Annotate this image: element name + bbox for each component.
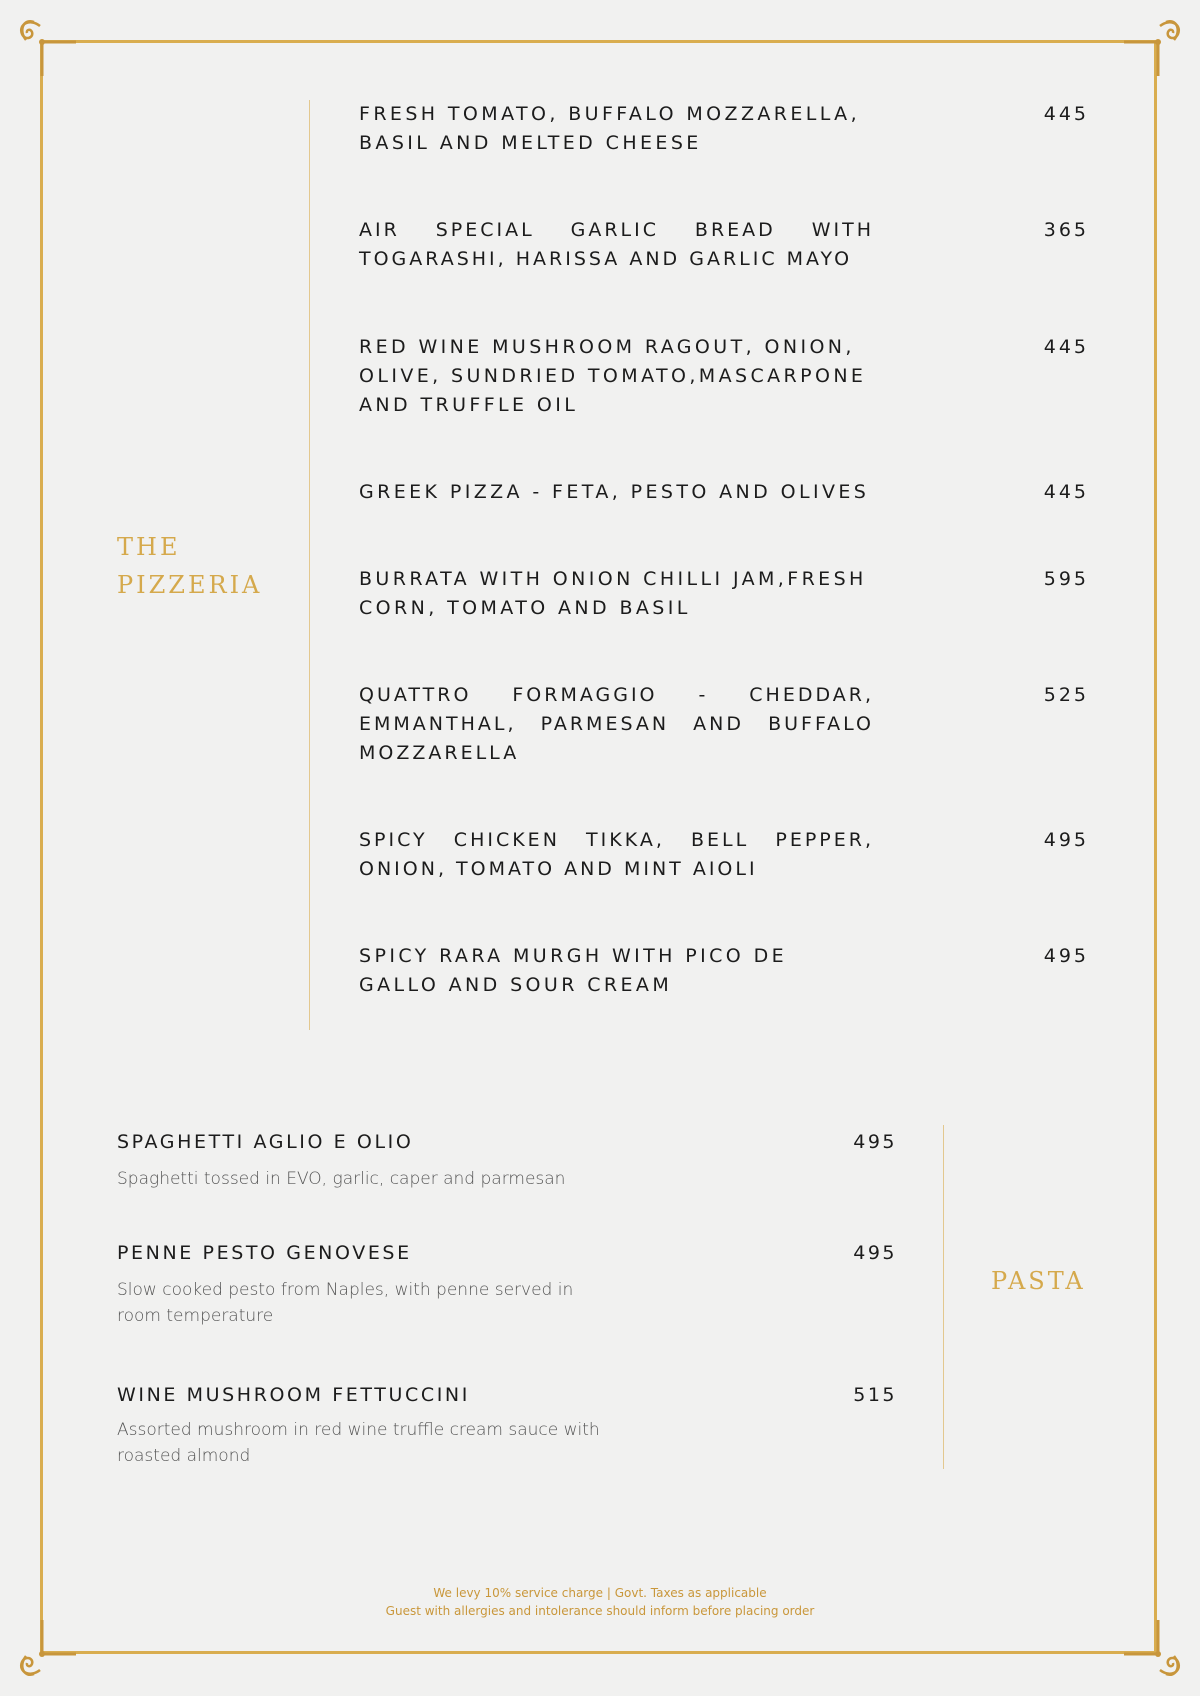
menu-item-price: 445: [1043, 336, 1089, 358]
pizzeria-title-line1: THE: [117, 533, 181, 561]
corner-flourish-icon: [16, 16, 86, 86]
menu-item-price: 365: [1043, 219, 1089, 241]
menu-item-name: WINE MUSHROOM FETTUCCINI: [117, 1384, 470, 1406]
menu-item-name: SPICY CHICKEN TIKKA, BELL PEPPER, ONION, TOMATO AND MINT AIOLI: [359, 829, 874, 880]
menu-item-price: 495: [1043, 829, 1089, 851]
menu-item-price: 445: [1043, 481, 1089, 503]
menu-item-description: Slow cooked pesto from Naples, with penne served in room temperature: [117, 1280, 574, 1326]
footer-service-note: We levy 10% service charge | Govt. Taxes as applicable: [433, 1586, 767, 1600]
menu-item-name: SPAGHETTI AGLIO E OLIO: [117, 1131, 414, 1153]
menu-item-name: GREEK PIZZA - FETA, PESTO AND OLIVES: [359, 481, 870, 503]
menu-item-name: AIR SPECIAL GARLIC BREAD WITH TOGARASHI, HARISSA AND GARLIC MAYO: [359, 219, 874, 270]
pizzeria-title-line2: PIZZERIA: [117, 571, 263, 599]
menu-item-price: 445: [1043, 103, 1089, 125]
menu-item-price: 495: [853, 1242, 897, 1264]
menu-item-name: RED WINE MUSHROOM RAGOUT, ONION, OLIVE, SUNDRIED TOMATO,MASCARPONE AND TRUFFLE OIL: [359, 336, 867, 416]
corner-flourish-icon: [16, 1610, 86, 1680]
corner-flourish-icon: [1114, 1610, 1184, 1680]
menu-item-description: Spaghetti tossed in EVO, garlic, caper and parmesan: [117, 1169, 566, 1189]
pasta-divider: [943, 1125, 944, 1469]
menu-item-price: 495: [853, 1131, 897, 1153]
corner-flourish-icon: [1114, 16, 1184, 86]
menu-item-name: PENNE PESTO GENOVESE: [117, 1242, 412, 1264]
pasta-section-title: PASTA: [991, 1267, 1086, 1295]
menu-item-price: 525: [1043, 684, 1089, 706]
footer-allergy-note: Guest with allergies and intolerance should inform before placing order: [385, 1604, 815, 1618]
pizzeria-section-title: [117, 528, 262, 604]
menu-item-name: FRESH TOMATO, BUFFALO MOZZARELLA, BASIL AND MELTED CHEESE: [359, 103, 861, 154]
menu-item-name: BURRATA WITH ONION CHILLI JAM,FRESH CORN, TOMATO AND BASIL: [359, 568, 867, 619]
menu-item-description: Assorted mushroom in red wine truffle cream sauce with roasted almond: [117, 1420, 600, 1466]
menu-item-name: QUATTRO FORMAGGIO - CHEDDAR, EMMANTHAL, PARMESAN AND BUFFALO MOZZARELLA: [359, 684, 874, 764]
pizzeria-divider: [309, 100, 310, 1030]
menu-item-price: 515: [853, 1384, 897, 1406]
menu-item-name: SPICY RARA MURGH WITH PICO DE GALLO AND SOUR CREAM: [359, 945, 788, 996]
menu-item-price: 595: [1043, 568, 1089, 590]
menu-item-price: 495: [1043, 945, 1089, 967]
